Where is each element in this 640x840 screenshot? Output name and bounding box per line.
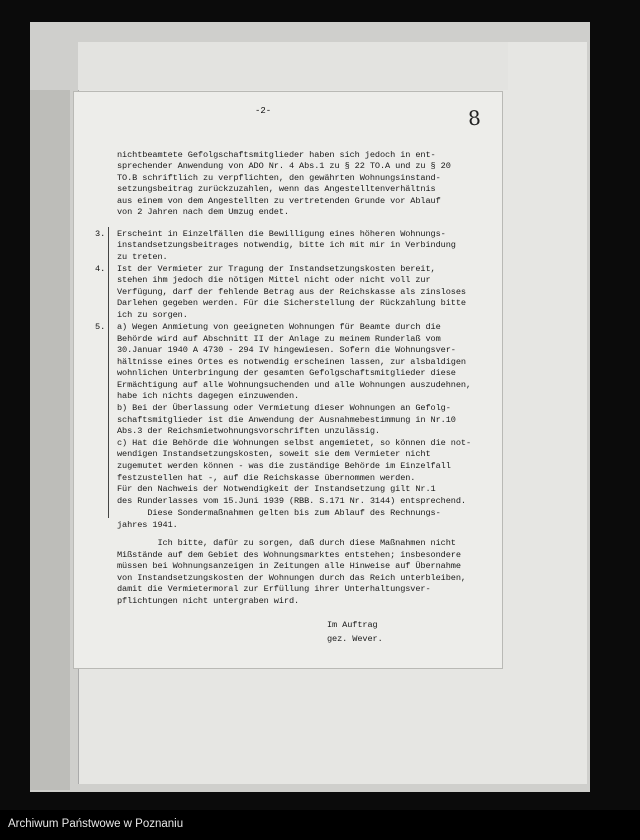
body-line: Darlehen gegeben werden. Für die Sicherstellung der Rückzahlung bitte	[117, 298, 466, 308]
body-line: zu treten.	[117, 252, 168, 262]
body-line: aus einem von dem Angestellten zu vertretenden Grunde vor Ablauf	[117, 196, 441, 206]
body-line: von 2 Jahren nach dem Umzug endet.	[117, 207, 289, 217]
body-line: Abs.3 der Reichsmietwohnungsvorschriften unzulässig.	[117, 426, 380, 436]
body-line: schaftsmitglieder ist die Anwendung der Ausnahmebestimmung in Nr.10	[117, 415, 456, 425]
handwritten-page-number: 8	[467, 105, 482, 131]
signature-line-2: gez. Wever.	[327, 634, 383, 644]
body-line: Mißstände auf dem Gebiet des Wohnungsmarktes entstehen; insbesondere	[117, 550, 461, 560]
body-line: Verfügung, darf der fehlende Betrag aus der Reichskasse als zinsloses	[117, 287, 466, 297]
body-line: hältnisse eines Ortes es notwendig erscheinen lassen, zur alsbaldigen	[117, 357, 466, 367]
body-line: sprechender Anwendung von ADO Nr. 4 Abs.1 zu § 22 TO.A und zu § 20	[117, 161, 451, 171]
body-line: Ist der Vermieter zur Tragung der Instandsetzungskosten bereit,	[117, 264, 436, 274]
body-line: Ich bitte, dafür zu sorgen, daß durch diese Maßnahmen nicht	[117, 538, 456, 548]
top-strip	[78, 42, 508, 90]
body-line: TO.B schriftlich zu verpflichten, den gewährten Wohnungsinstand-	[117, 173, 441, 183]
body-line: nichtbeamtete Gefolgschaftsmitglieder haben sich jedoch in ent-	[117, 150, 436, 160]
body-line: Ermächtigung auf alle Wohnungsuchenden und alle Wohnungen auszudehnen,	[117, 380, 471, 390]
body-line: von Instandsetzungskosten der Wohnungen durch das Reich unterbleiben,	[117, 573, 466, 583]
body-line: ich zu sorgen.	[117, 310, 188, 320]
body-line: instandsetzungsbeitrages notwendig, bitte ich mit mir in Verbindung	[117, 240, 456, 250]
page-number: -2-	[255, 106, 272, 116]
binding-edge	[30, 90, 70, 790]
body-line: pflichtungen nicht untergraben wird.	[117, 596, 300, 606]
paragraph-number-3: 3.	[95, 229, 106, 239]
body-line: habe ich nichts dagegen einzuwenden.	[117, 391, 300, 401]
body-line: damit die Vermietermoral zur Erfüllung ihrer Unterhaltungsver-	[117, 584, 431, 594]
signature-line-1: Im Auftrag	[327, 620, 378, 630]
paragraph-number-5: 5.	[95, 322, 106, 332]
body-line: a) Wegen Anmietung von geeigneten Wohnungen für Beamte durch die	[117, 322, 441, 332]
margin-bracket	[108, 320, 116, 518]
margin-bracket	[108, 227, 116, 263]
body-line: wohnlichen Unterbringung der gesamten Gefolgschaftsmitglieder diese	[117, 368, 456, 378]
archive-name: Archiwum Państwowe w Poznaniu	[8, 818, 184, 830]
paragraph-number-4: 4.	[95, 264, 106, 274]
body-line: setzungsbeitrag zurückzuzahlen, wenn das Angestelltenverhältnis	[117, 184, 436, 194]
body-line: Behörde wird auf Abschnitt II der Anlage zu meinem Runderlaß vom	[117, 334, 441, 344]
body-line: 30.Januar 1940 A 4730 - 294 IV hingewiesen. Sofern die Wohnungsver-	[117, 345, 456, 355]
margin-bracket	[108, 262, 116, 320]
body-line: wendigen Instandsetzungskosten, soweit sie dem Vermieter nicht	[117, 449, 431, 459]
body-line: stehen ihm jedoch die nötigen Mittel nicht oder nicht voll zur	[117, 275, 431, 285]
body-line: zugemutet werden können - was die zuständige Behörde im Einzelfall	[117, 461, 451, 471]
body-line: Diese Sondermaßnahmen gelten bis zum Ablauf des Rechnungs-	[117, 508, 441, 518]
body-line: müssen bei Wohnungsanzeigen in Zeitungen alle Hinweise auf Übernahme	[117, 561, 461, 571]
body-line: festzustellen hat -, auf die Reichskasse übernommen werden.	[117, 473, 416, 483]
body-line: b) Bei der Überlassung oder Vermietung dieser Wohnungen an Gefolg-	[117, 403, 451, 413]
body-line: c) Hat die Behörde die Wohnungen selbst angemietet, so können die not-	[117, 438, 471, 448]
body-line: jahres 1941.	[117, 520, 178, 530]
body-line: des Runderlasses vom 15.Juni 1939 (RBB. S.171 Nr. 3144) entsprechend.	[117, 496, 466, 506]
body-line: Erscheint in Einzelfällen die Bewilligung eines höheren Wohnungs-	[117, 229, 446, 239]
body-line: Für den Nachweis der Notwendigkeit der Instandsetzung gilt Nr.1	[117, 484, 436, 494]
